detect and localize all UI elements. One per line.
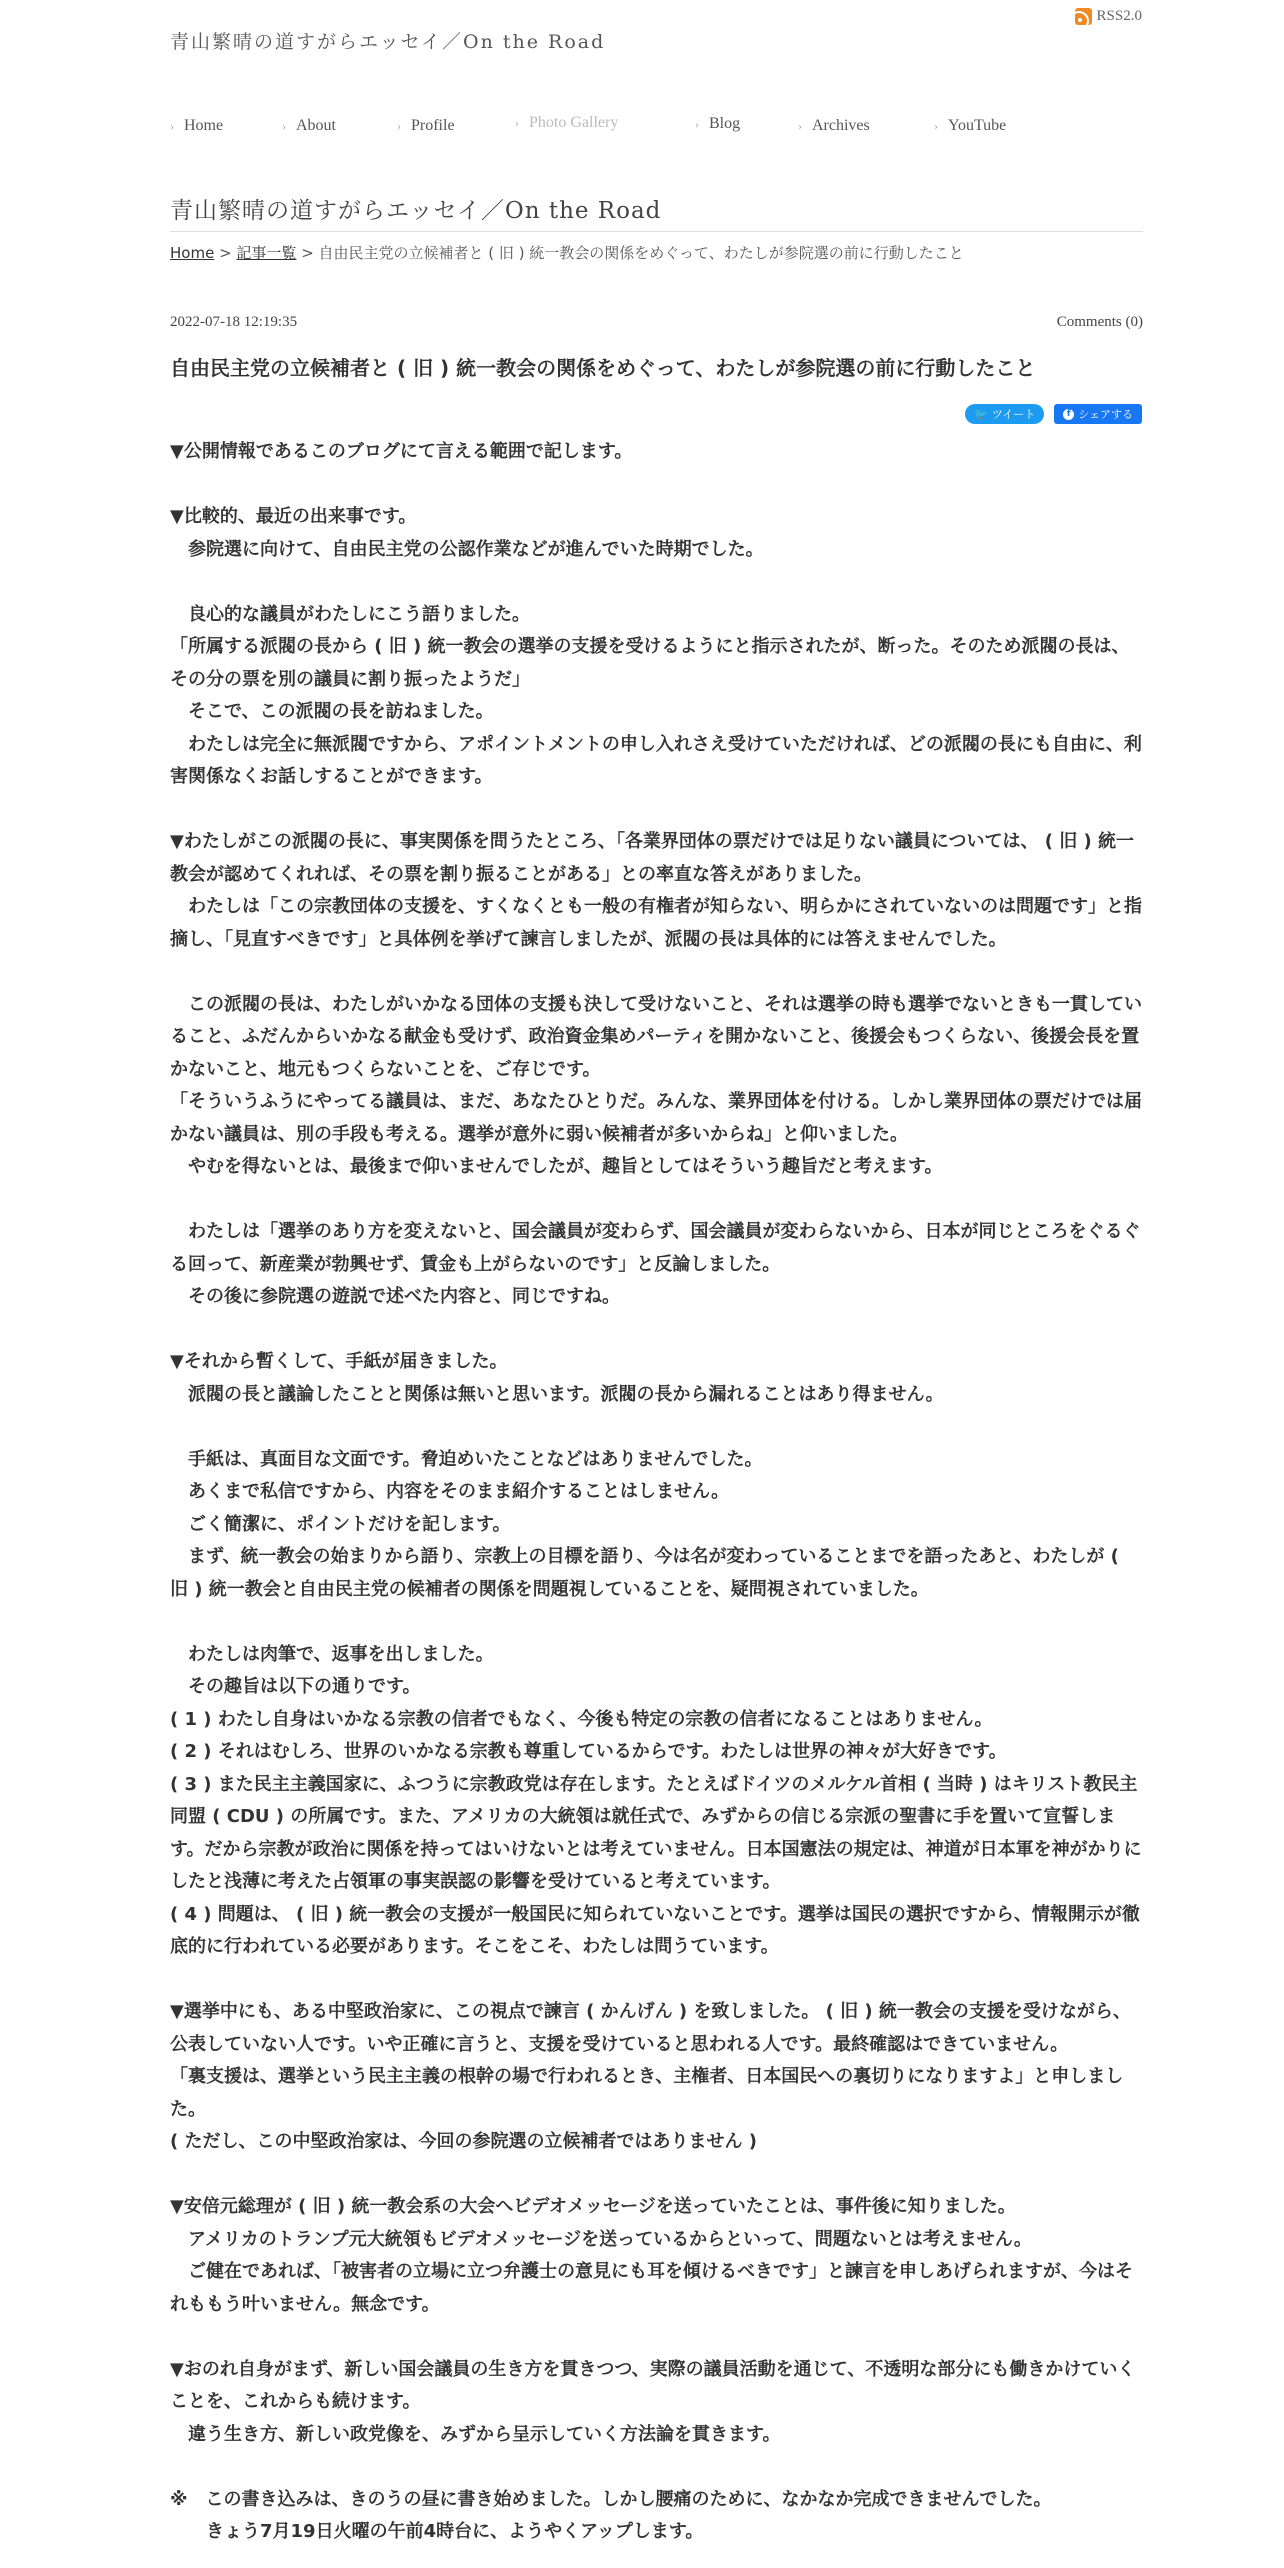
nav-item-archives[interactable] bbox=[798, 117, 870, 135]
article-paragraph bbox=[170, 794, 1143, 827]
rss-icon bbox=[1075, 8, 1092, 25]
article-paragraph: その趣旨は以下の通りです。 bbox=[170, 1676, 421, 1697]
article-paragraph: ( ただし、この中堅政治家は、今回の参院選の立候補者ではありません ) bbox=[170, 2131, 757, 2152]
article-paragraph: 「所属する派閥の長から ( 旧 ) 統一教会の選挙の支援を受けるようにと指示されたが、断った。そのため派閥の長は、その分の票を別の議員に割り振ったようだ」 bbox=[170, 636, 1130, 690]
article-paragraph: ▼比較的、最近の出来事です。 bbox=[170, 506, 417, 527]
article-paragraph: ▼わたしがこの派閥の長に、事実関係を問うたところ、「各業界団体の票だけでは足りない議員については、 ( 旧 ) 統一教会が認めてくれれば、その票を割り振ることがある」との率直な答えがありました。 bbox=[170, 831, 1134, 885]
article-paragraph bbox=[170, 1606, 1143, 1639]
nav-label: Home bbox=[184, 117, 224, 134]
nav-item-photo-gallery[interactable] bbox=[515, 114, 618, 132]
facebook-icon: f bbox=[1063, 409, 1074, 420]
article-paragraph: わたしは「この宗教団体の支援を、すくなくとも一般の有権者が知らない、明らかにされていないのは問題です」と指摘し、「見直すべきです」と具体例を挙げて諫言しましたが、派閥の長は具体的には答えませんでした。 bbox=[170, 896, 1142, 950]
chevron-right-icon: › bbox=[170, 119, 174, 133]
article-paragraph: わたしは「選挙のあり方を変えないと、国会議員が変わらず、国会議員が変わらないから、日本が同じところをぐるぐる回って、新産業が勃興せず、賃金も上がらないのです」と反論しました。 bbox=[170, 1221, 1141, 1275]
article-paragraph: ご健在であれば、「被害者の立場に立つ弁護士の意見にも耳を傾けるべきです」と諫言を申しあげられますが、今はそれももう叶いません。無念です。 bbox=[170, 2261, 1133, 2315]
chevron-right-icon: › bbox=[282, 119, 286, 133]
article-paragraph bbox=[170, 2451, 1143, 2484]
breadcrumb-current: 自由民主党の立候補者と ( 旧 ) 統一教会の関係をめぐって、わたしが参院選の前に行動したこと bbox=[318, 244, 964, 262]
article-paragraph: ▼安倍元総理が ( 旧 ) 統一教会系の大会へビデオメッセージを送っていたことは、事件後に知りました。 bbox=[170, 2196, 1016, 2217]
article-paragraph: ( 3 ) また民主主義国家に、ふつうに宗教政党は存在します。たとえばドイツのメルケル首相 ( 当時 ) はキリスト教民主同盟 ( CDU ) の所属です。また、アメリカの大統領は就任式で、みずからの信じる宗派の聖書に手を置いて宣誓します。だから宗教が政治に関係を持ってはいけないとは考えていません。日本国憲法の規定は、神道が日本軍を神がかりにしたと浅薄に考えた占領軍の事実誤認の影響を受けていると考えています。 bbox=[170, 1773, 1142, 1892]
rss-link[interactable] bbox=[1075, 8, 1142, 25]
chevron-right-icon: › bbox=[934, 119, 938, 133]
share-label: シェアする bbox=[1078, 408, 1133, 421]
article-paragraph bbox=[170, 2321, 1143, 2354]
nav-label: Profile bbox=[411, 117, 455, 134]
article-paragraph bbox=[170, 2159, 1143, 2192]
chevron-right-icon: › bbox=[397, 119, 401, 133]
article-paragraph: ※ この書き込みは、きのうの昼に書き始めました。しかし腰痛のために、なかなか完成できませんでした。 bbox=[170, 2488, 1052, 2510]
article-body bbox=[170, 436, 1143, 2549]
article-paragraph: まず、統一教会の始まりから語り、宗教上の目標を語り、今は名が変わっていることまでを語ったあと、わたしが ( 旧 ) 統一教会と自由民主党の候補者の関係を問題視していることを、疑問視されていました。 bbox=[170, 1546, 1126, 1600]
article-paragraph: アメリカのトランプ元大統領もビデオメッセージを送っているからといって、問題ないとは考えません。 bbox=[170, 2228, 1032, 2250]
tweet-button[interactable] bbox=[965, 404, 1044, 424]
nav-label: About bbox=[296, 117, 336, 134]
article-paragraph: ▼それから暫くして、手紙が届きました。 bbox=[170, 1351, 508, 1372]
nav-label: YouTube bbox=[948, 117, 1007, 134]
breadcrumb bbox=[170, 242, 1143, 263]
article-paragraph: そこで、この派閥の長を訪ねました。 bbox=[170, 701, 494, 722]
article-paragraph bbox=[170, 1314, 1143, 1347]
article-paragraph: 違う生き方、新しい政党像を、みずから呈示していく方法論を貫きます。 bbox=[170, 2423, 781, 2445]
breadcrumb-separator: > bbox=[214, 244, 237, 262]
nav-item-about[interactable] bbox=[282, 117, 336, 135]
article-paragraph: その後に参院選の遊説で述べた内容と、同じですね。 bbox=[170, 1286, 620, 1307]
article-paragraph bbox=[170, 1184, 1143, 1217]
article-paragraph: ( 1 ) わたし自身はいかなる宗教の信者でもなく、今後も特定の宗教の信者になることはありません。 bbox=[170, 1708, 993, 1730]
post-meta bbox=[170, 314, 1143, 331]
main-nav bbox=[170, 114, 1143, 141]
article-paragraph: 「裏支援は、選挙という民主主義の根幹の場で行われるとき、主権者、日本国民への裏切りになりますよ」と申しました。 bbox=[170, 2066, 1124, 2120]
nav-item-home[interactable] bbox=[170, 117, 223, 135]
chevron-right-icon: › bbox=[798, 119, 802, 133]
article-paragraph: 参院選に向けて、自由民主党の公認作業などが進んでいた時期でした。 bbox=[170, 538, 764, 560]
article-paragraph bbox=[170, 1411, 1143, 1444]
article-paragraph bbox=[170, 566, 1143, 599]
article-paragraph: ▼おのれ自身がまず、新しい国会議員の生き方を貫きつつ、実際の議員活動を通じて、不透明な部分にも働きかけていくことを、これからも続けます。 bbox=[170, 2358, 1136, 2412]
comments-link[interactable]: Comments (0) bbox=[1056, 314, 1143, 330]
article-paragraph: 派閥の長と議論したことと関係は無いと思います。派閥の長から漏れることはあり得ません。 bbox=[170, 1383, 944, 1405]
article-paragraph bbox=[170, 1964, 1143, 1997]
breadcrumb-home-link[interactable]: Home bbox=[170, 244, 215, 262]
blog-title: 青山繁晴の道すがらエッセイ／On the Road bbox=[170, 192, 1143, 232]
article-paragraph: 「そういうふうにやってる議員は、まだ、あなたひとりだ。みんな、業界団体を付ける。しかし業界団体の票だけでは届かない議員は、別の手段も考える。選挙が意外に弱い候補者が多いからね」と仰いました。 bbox=[170, 1091, 1142, 1145]
article-paragraph bbox=[170, 469, 1143, 502]
article-paragraph: ごく簡潔に、ポイントだけを記します。 bbox=[170, 1513, 511, 1535]
post-date: 2022-07-18 12:19:35 bbox=[170, 314, 298, 330]
article-paragraph: ▼公開情報であるこのブログにて言える範囲で記します。 bbox=[170, 441, 633, 462]
article-paragraph: わたしは肉筆で、返事を出しました。 bbox=[170, 1643, 494, 1665]
breadcrumb-separator: > bbox=[296, 244, 319, 262]
nav-item-youtube[interactable] bbox=[934, 117, 1006, 135]
article-paragraph: やむを得ないとは、最後まで仰いませんでしたが、趣旨としてはそういう趣旨だと考えます。 bbox=[170, 1156, 943, 1177]
post-title: 自由民主党の立候補者と ( 旧 ) 統一教会の関係をめぐって、わたしが参院選の前に行動したこと bbox=[170, 356, 1036, 380]
rss-label: RSS2.0 bbox=[1096, 8, 1142, 24]
tweet-label: ツイート bbox=[991, 408, 1036, 421]
facebook-share-button[interactable] bbox=[1054, 404, 1142, 424]
article-paragraph bbox=[170, 956, 1143, 989]
article-paragraph: 手紙は、真面目な文面です。脅迫めいたことなどはありませんでした。 bbox=[170, 1448, 763, 1470]
twitter-bird-icon: 🐦 bbox=[974, 407, 988, 421]
article-paragraph: ( 2 ) それはむしろ、世界のいかなる宗教も尊重しているからです。わたしは世界の神々が大好きです。 bbox=[170, 1741, 1007, 1762]
article-paragraph: わたしは完全に無派閥ですから、アポイントメントの申し入れさえ受けていただければ、どの派閥の長にも自由に、利害関係なくお話しすることができます。 bbox=[170, 733, 1142, 787]
share-buttons bbox=[965, 404, 1142, 424]
nav-label: Blog bbox=[709, 115, 741, 132]
article-paragraph: あくまで私信ですから、内容をそのまま紹介することはしません。 bbox=[170, 1481, 730, 1502]
site-title[interactable]: 青山繁晴の道すがらエッセイ／On the Road bbox=[170, 31, 606, 53]
nav-item-blog[interactable] bbox=[695, 115, 740, 133]
nav-item-profile[interactable] bbox=[397, 117, 455, 135]
article-paragraph: 良心的な議員がわたしにこう語りました。 bbox=[170, 603, 530, 625]
article-paragraph: ▼選挙中にも、ある中堅政治家に、この視点で諫言 ( かんげん ) を致しました。 ( 旧 ) 統一教会の支援を受けながら、公表していない人です。いや正確に言うと、支援を受けていると思われる人です。最終確認はできていません。 bbox=[170, 2001, 1131, 2055]
article-paragraph: きょう7月19日火曜の午前4時台に、ようやくアップします。 bbox=[170, 2521, 704, 2542]
breadcrumb-list-link[interactable]: 記事一覧 bbox=[236, 244, 297, 262]
article-paragraph: ( 4 ) 問題は、 ( 旧 ) 統一教会の支援が一般国民に知られていないことです。選挙は国民の選択ですから、情報開示が徹底的に行われている必要があります。そこをこそ、わたしは問うています。 bbox=[170, 1903, 1140, 1957]
nav-label: Photo Gallery bbox=[529, 114, 619, 131]
nav-label: Archives bbox=[812, 117, 870, 134]
article-paragraph: この派閥の長は、わたしがいかなる団体の支援も決して受けないこと、それは選挙の時も選挙でないときも一貫していること、ふだんからいかなる献金も受けず、政治資金集めパーティを開かないこと、後援会もつくらない、後援会長を置かないこと、地元もつくらないことを、ご存じです。 bbox=[170, 993, 1142, 1080]
chevron-right-icon: › bbox=[695, 117, 699, 131]
chevron-right-icon: › bbox=[515, 116, 519, 130]
